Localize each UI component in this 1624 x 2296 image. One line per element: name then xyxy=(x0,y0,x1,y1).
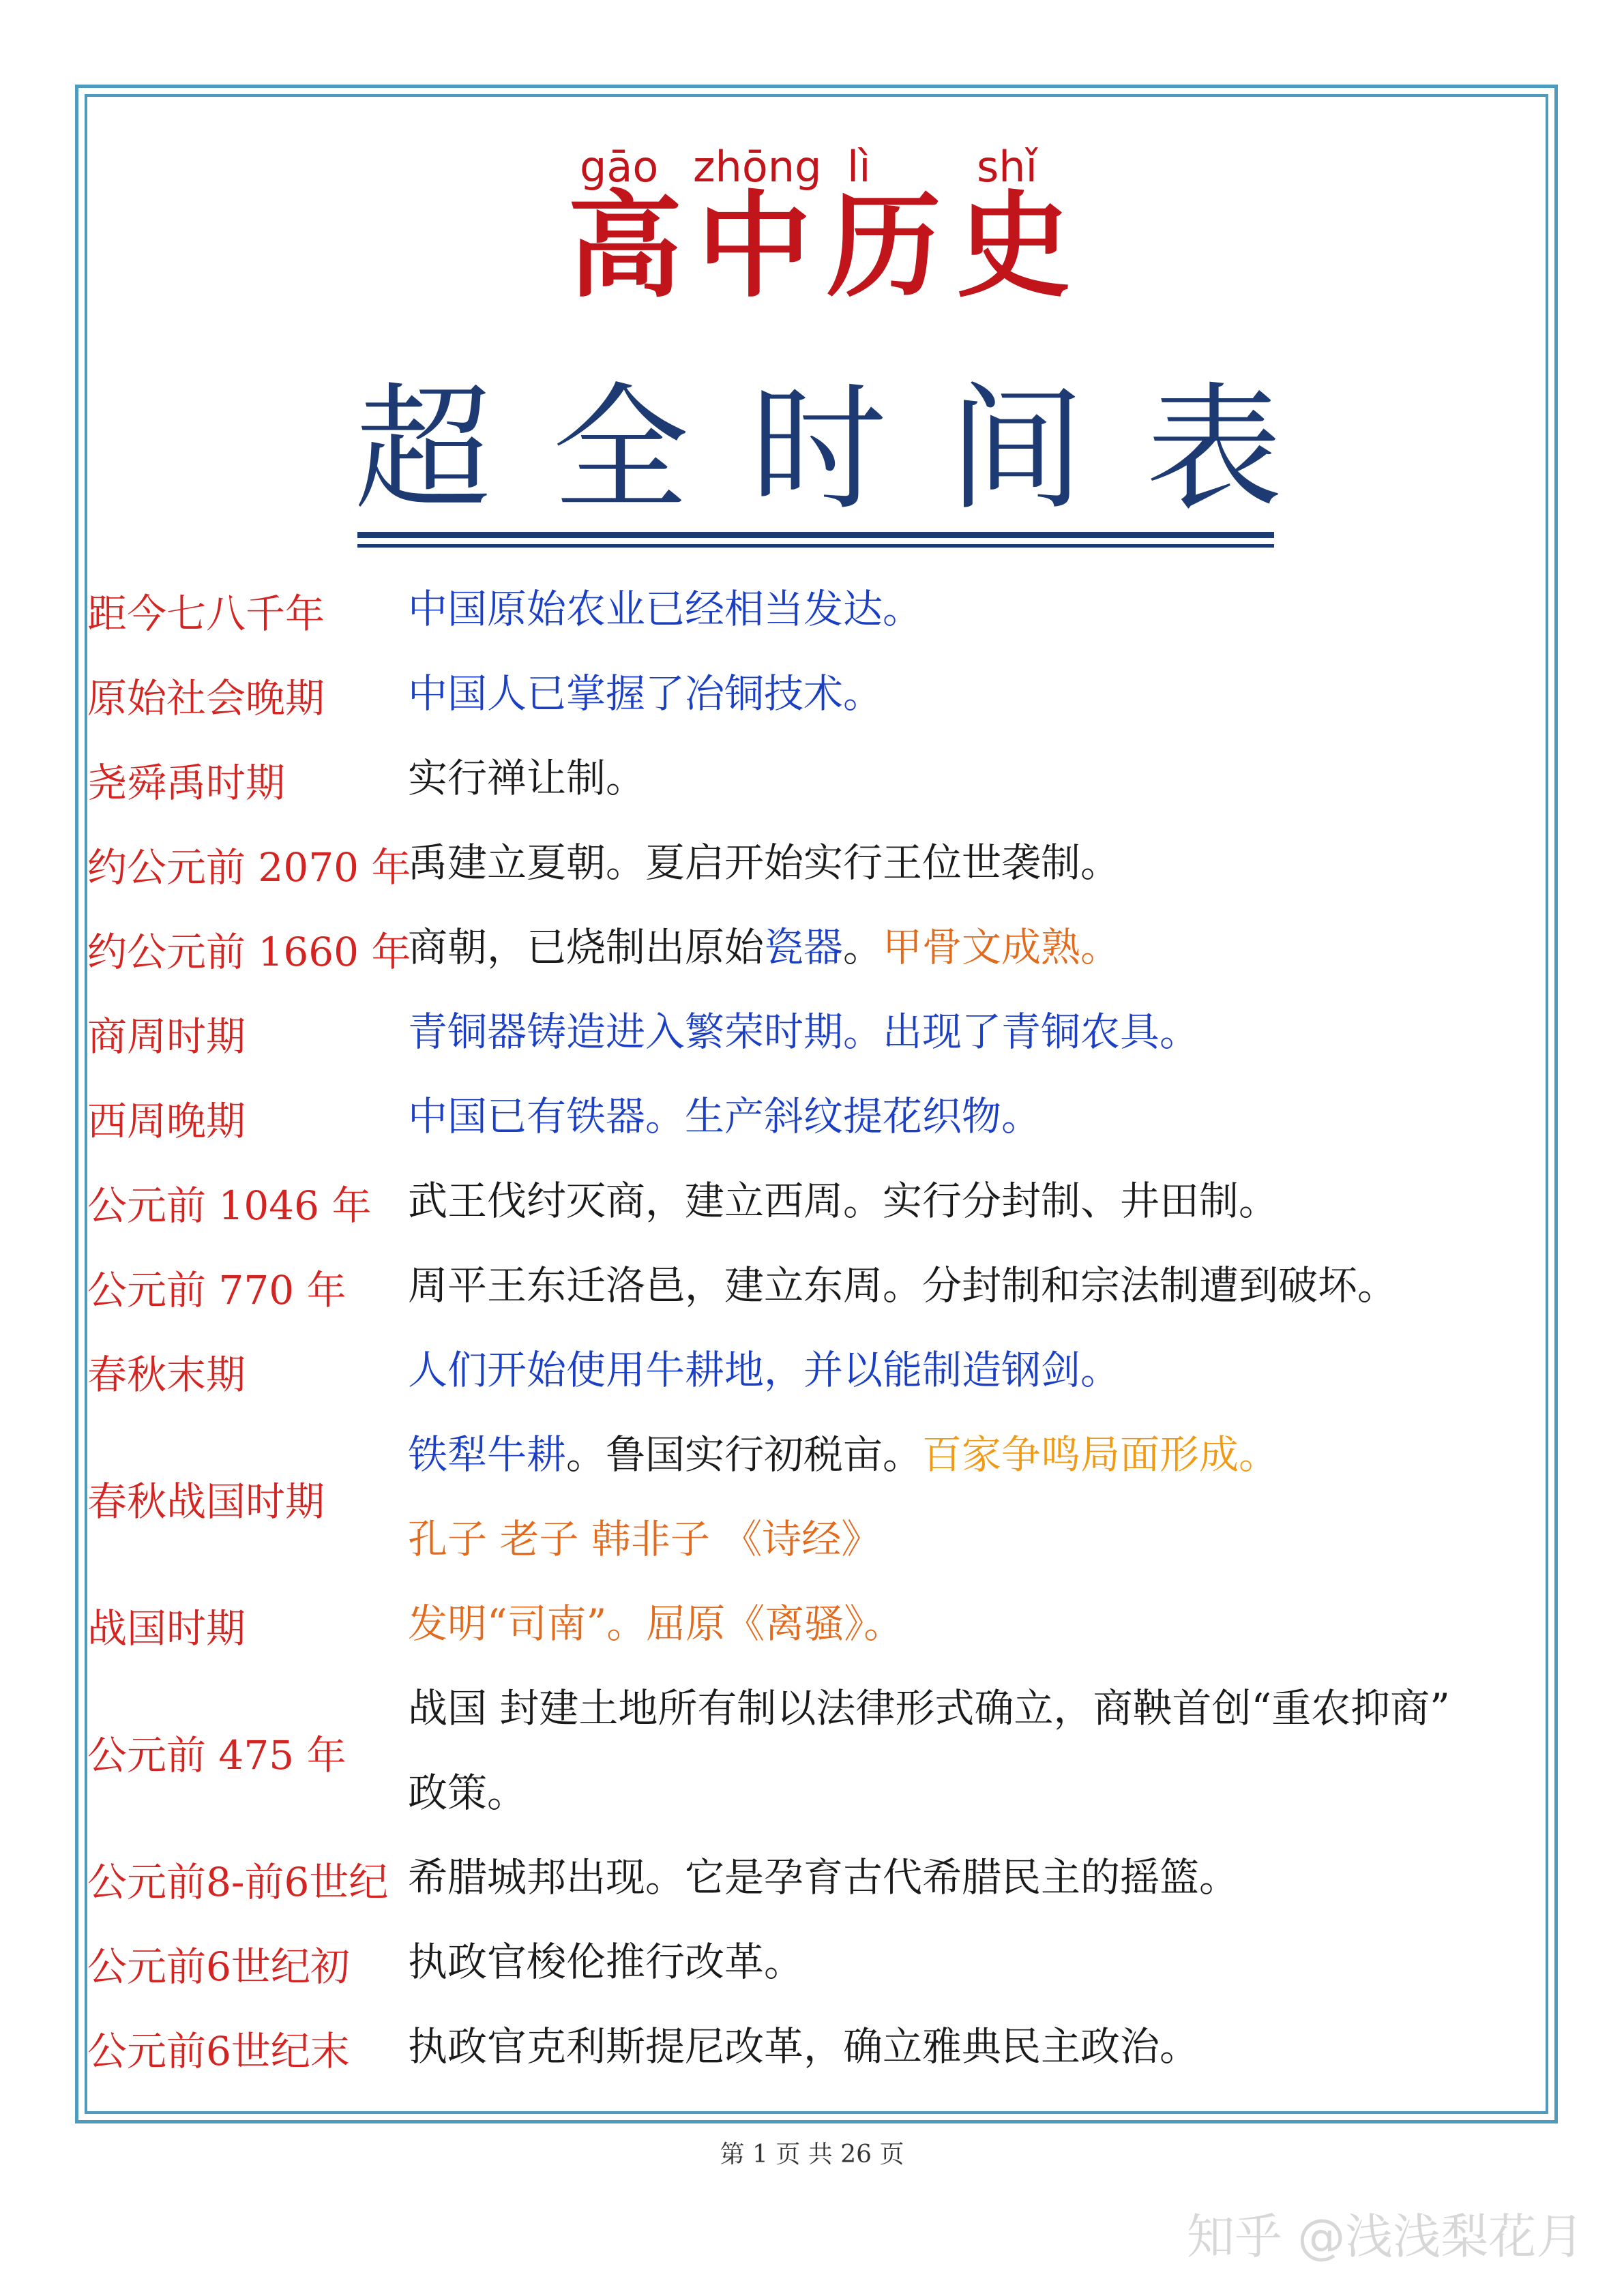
subtitle-char: 全 xyxy=(552,370,690,529)
title-char: 历 xyxy=(827,178,941,313)
timeline-description xyxy=(408,1755,527,1830)
description-segment: 实行禅让制。 xyxy=(408,755,646,801)
description-segment: 中国原始农业已经相当发达。 xyxy=(408,586,923,632)
timeline-date: 公元前6世纪末 xyxy=(87,2028,350,2074)
timeline-date: 距今七八千年 xyxy=(87,591,325,637)
timeline-entry xyxy=(0,825,1624,910)
timeline-date: 公元前6世纪初 xyxy=(87,1943,350,1990)
timeline-entry xyxy=(0,1671,1624,1840)
pinyin-shi: shǐ xyxy=(977,142,1037,192)
timeline-description xyxy=(408,825,1120,900)
timeline-date: 春秋末期 xyxy=(87,1352,246,1398)
timeline-entry xyxy=(0,571,1624,656)
description-segment: 禹建立夏朝。夏启开始实行王位世袭制。 xyxy=(408,839,1121,886)
subtitle-char: 超 xyxy=(355,370,492,529)
pinyin-zhong: zhōng xyxy=(693,142,822,192)
subtitle-underline-thin xyxy=(357,544,1274,548)
description-segment: 希腊城邦出现。它是孕育古代希腊民主的摇篮。 xyxy=(408,1854,1239,1900)
timeline-date: 公元前 770 年 xyxy=(87,1267,346,1313)
description-segment: 百家争鸣局面形成。 xyxy=(922,1431,1279,1478)
timeline-date: 战国时期 xyxy=(87,1605,246,1652)
timeline-description xyxy=(408,1248,1397,1323)
subtitle-underline-thick xyxy=(357,532,1274,538)
pinyin-li: lì xyxy=(847,142,871,192)
subtitle-char: 间 xyxy=(948,370,1085,529)
title-char: 中 xyxy=(697,178,812,313)
description-segment: 政策。 xyxy=(408,1770,527,1816)
subtitle-char: 表 xyxy=(1146,370,1283,529)
timeline-date: 约公元前 1660 年 xyxy=(87,929,411,975)
timeline-date: 公元前 475 年 xyxy=(87,1732,346,1778)
description-segment: 战国 封建土地所有制以法律形式确立，商鞅首创“重农抑商” xyxy=(408,1685,1450,1731)
timeline-date: 商周时期 xyxy=(87,1013,246,1060)
description-segment: 铁犁牛耕 xyxy=(408,1431,567,1478)
timeline-entry xyxy=(0,1417,1624,1586)
timeline-description xyxy=(408,1671,1450,1746)
timeline-entry xyxy=(0,1332,1624,1417)
pinyin-gao: gāo xyxy=(580,142,659,192)
timeline-entry xyxy=(0,741,1624,825)
timeline-entry xyxy=(0,1924,1624,2009)
description-segment: 执政官克利斯提尼改革，确立雅典民主政治。 xyxy=(408,2023,1200,2070)
timeline-description xyxy=(408,1586,903,1661)
description-segment: 青铜器铸造进入繁荣时期。出现了青铜农具。 xyxy=(408,1009,1200,1055)
description-segment: 中国已有铁器。生产斜纹提花织物。 xyxy=(408,1093,1042,1139)
page-title xyxy=(0,177,1624,314)
timeline-description xyxy=(408,741,645,816)
subtitle-char: 时 xyxy=(750,370,887,529)
timeline-description xyxy=(408,1163,1278,1238)
timeline-description xyxy=(408,656,883,731)
timeline-description xyxy=(408,1332,1120,1407)
timeline-date: 春秋战国时期 xyxy=(87,1478,325,1525)
timeline-entry xyxy=(0,1079,1624,1163)
description-segment: 执政官梭伦推行改革。 xyxy=(408,1939,804,1985)
timeline-description xyxy=(408,994,1199,1069)
timeline-entry xyxy=(0,1840,1624,1924)
timeline-description xyxy=(408,1840,1239,1915)
description-segment: 发明“司南”。屈原《离骚》。 xyxy=(408,1600,904,1647)
description-segment: 武王伐纣灭商，建立西周。实行分封制、井田制。 xyxy=(408,1178,1279,1224)
watermark-text: 知乎 @浅浅梨花月 xyxy=(1187,2209,1584,2265)
description-segment: 人们开始使用牛耕地，并以能制造钢剑。 xyxy=(408,1347,1121,1393)
timeline-date: 约公元前 2070 年 xyxy=(87,844,411,891)
timeline-entry xyxy=(0,1248,1624,1332)
timeline-date: 公元前 1046 年 xyxy=(87,1182,372,1229)
description-segment: 中国人已掌握了冶铜技术。 xyxy=(408,670,883,717)
description-segment: 。鲁国实行初税亩。 xyxy=(566,1431,923,1478)
timeline-description xyxy=(408,1079,1041,1154)
timeline-description xyxy=(408,1924,803,1999)
timeline-entry xyxy=(0,2009,1624,2093)
timeline-entry xyxy=(0,1586,1624,1671)
timeline-entry xyxy=(0,910,1624,994)
timeline-description xyxy=(408,1417,1278,1492)
timeline-entry xyxy=(0,656,1624,741)
description-segment: 甲骨文成熟。 xyxy=(883,924,1121,970)
description-segment: 瓷器 xyxy=(764,924,844,970)
page-subtitle xyxy=(0,368,1624,532)
title-char: 史 xyxy=(956,178,1071,313)
description-segment: 。 xyxy=(843,924,883,970)
page-footer: 第 1 页 共 26 页 xyxy=(720,2141,904,2168)
description-segment: 周平王东迁洛邑，建立东周。分封制和宗法制遭到破坏。 xyxy=(408,1262,1398,1309)
timeline-date: 西周晚期 xyxy=(87,1098,246,1144)
timeline-date: 原始社会晚期 xyxy=(87,675,325,721)
timeline-description xyxy=(408,910,1120,985)
title-char: 高 xyxy=(567,178,682,313)
description-segment: 商朝，已烧制出原始 xyxy=(408,924,765,970)
timeline-entry xyxy=(0,994,1624,1079)
timeline-date: 公元前8-前6世纪 xyxy=(87,1859,389,1905)
description-segment: 孔子 老子 韩非子 《诗经》 xyxy=(408,1516,881,1562)
timeline-description xyxy=(408,2009,1199,2084)
timeline-entry xyxy=(0,1163,1624,1248)
timeline-description xyxy=(408,1502,881,1577)
timeline-description xyxy=(408,571,922,646)
timeline-date: 尧舜禹时期 xyxy=(87,760,286,806)
